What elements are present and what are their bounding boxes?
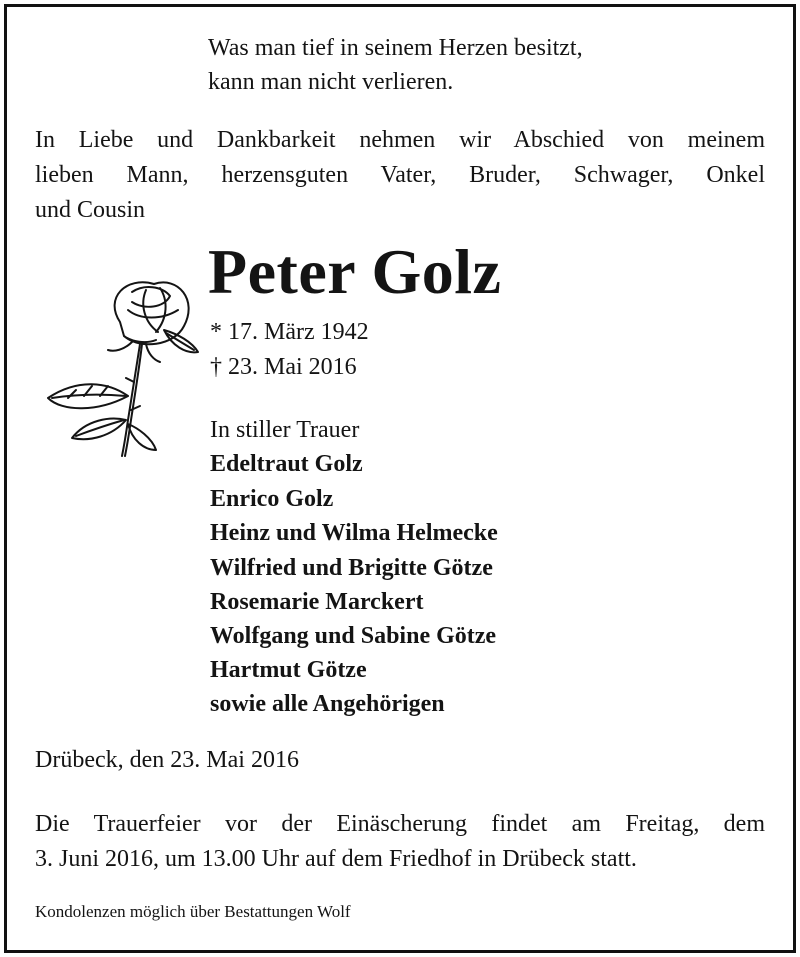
mourner-3: Heinz und Wilma Helmecke <box>210 520 498 546</box>
mourner-5: Rosemarie Marckert <box>210 589 424 615</box>
motto-line-1: Was man tief in seinem Herzen besitzt, <box>208 35 583 61</box>
deceased-name: Peter Golz <box>208 236 502 307</box>
funeral-line-1: Die Trauerfeier vor der Einäscherung findet am Freitag, dem <box>35 811 765 837</box>
mourner-6: Wolfgang und Sabine Götze <box>210 623 497 649</box>
motto-line-2: kann man nicht verlieren. <box>208 69 454 95</box>
rose-icon <box>28 270 208 460</box>
mourner-7: Hartmut Götze <box>210 657 367 683</box>
intro-line-3: und Cousin <box>35 197 146 223</box>
mourner-4: Wilfried und Brigitte Götze <box>210 555 493 581</box>
intro-line-1: In Liebe und Dankbarkeit nehmen wir Abschied von meinem <box>35 127 765 153</box>
intro-line-2: lieben Mann, herzensguten Vater, Bruder, Schwager, Onkel <box>35 162 765 188</box>
death-date: † 23. Mai 2016 <box>210 354 357 380</box>
mourning-heading: In stiller Trauer <box>210 417 360 443</box>
place-date: Drübeck, den 23. Mai 2016 <box>35 747 299 773</box>
condolences-note: Kondolenzen möglich über Bestattungen Wolf <box>35 902 351 921</box>
mourner-8: sowie alle Angehörigen <box>210 691 445 717</box>
funeral-line-2: 3. Juni 2016, um 13.00 Uhr auf dem Friedhof in Drübeck statt. <box>35 846 637 872</box>
birth-date: * 17. März 1942 <box>210 319 369 345</box>
mourner-2: Enrico Golz <box>210 486 334 512</box>
mourner-1: Edeltraut Golz <box>210 451 363 477</box>
